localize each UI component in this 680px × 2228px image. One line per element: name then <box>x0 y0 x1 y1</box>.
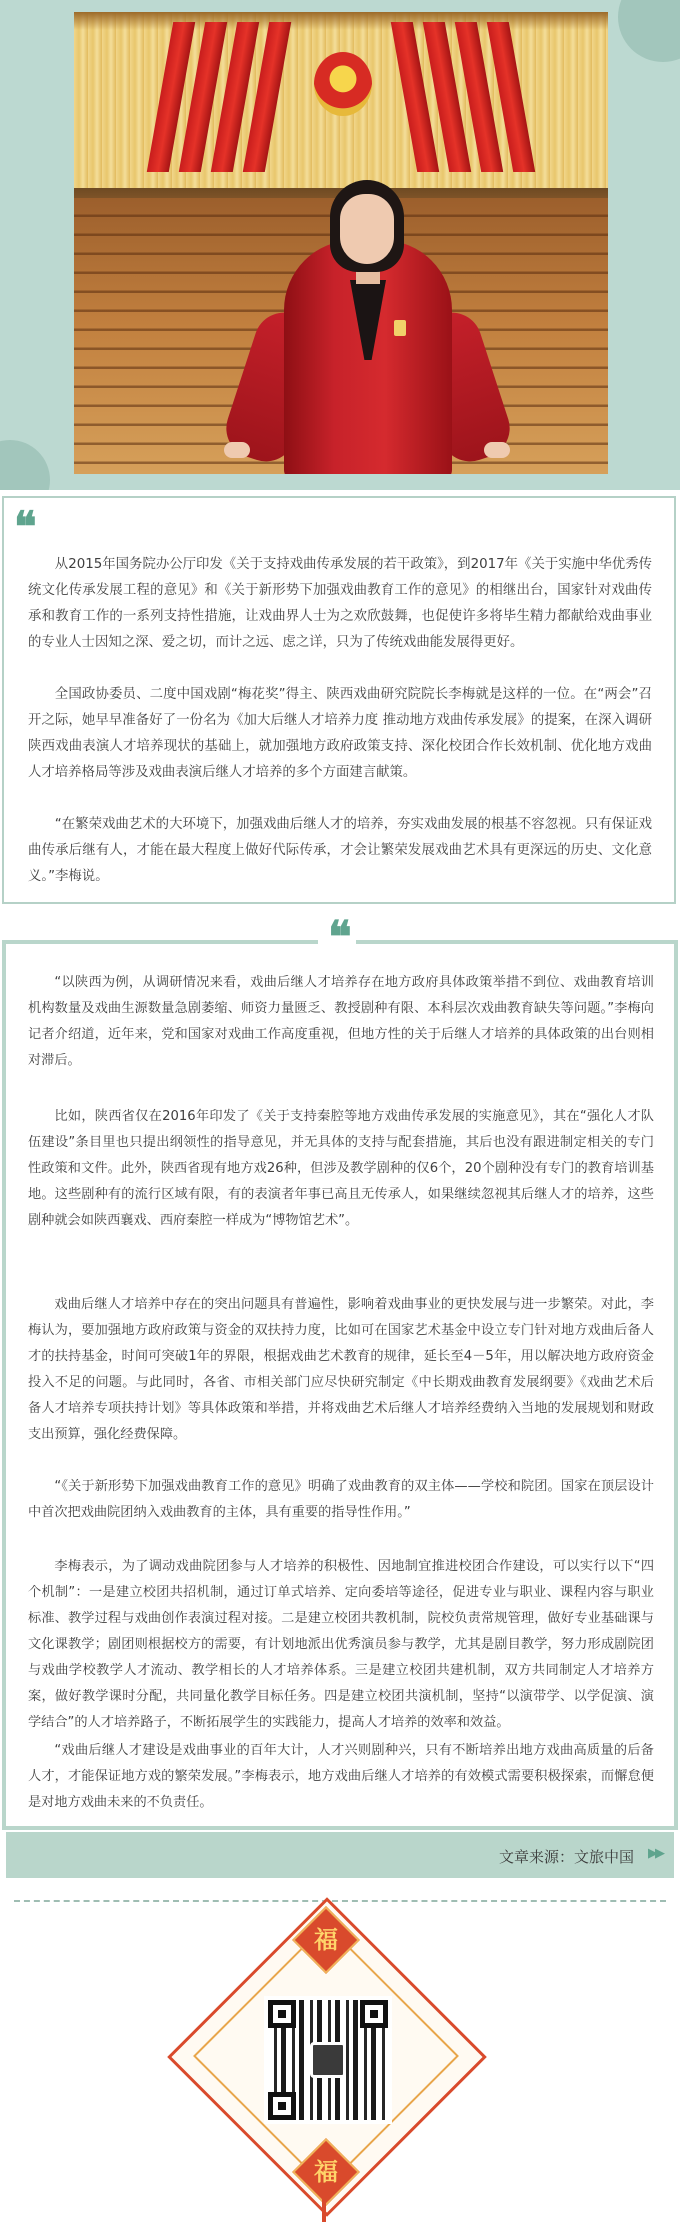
tassel-decoration <box>322 2196 326 2222</box>
delegate-badge-icon <box>394 320 406 336</box>
qr-logo-icon <box>310 2042 346 2078</box>
frame-corner-decoration <box>0 440 50 490</box>
body-paragraph: “戏曲后继人才建设是戏曲事业的百年大计，人才兴则剧种兴，只有不断培养出地方戏曲高质量的后备人才，才能保证地方戏的繁荣发展。”李梅表示，地方戏曲后继人才培养的有效模式需要积极探索，而懈怠便是对地方戏曲未来的不负责任。 <box>28 1743 654 1810</box>
body-paragraph: 比如，陕西省仅在2016年印发了《关于支持秦腔等地方戏曲传承发展的实施意见》，其在“强化人才队伍建设”条目里也只提出纲领性的指导意见，并无具体的支持与配套措施，其后也没有跟进制定相关的专门性政策和文件。此外，陕西省现有地方戏26种，但涉及教学剧种的仅6个，20个剧种没有专门的教育培训基地。这些剧种有的流行区域有限，有的表演者年事已高且无传承人，如果继续忽视其后继人才的培养，这些剧种就会如陕西襄戏、西府秦腔一样成为“博物馆艺术”。 <box>28 1109 654 1228</box>
article-body-box <box>2 940 678 1830</box>
double-arrow-icon: ▶▶ <box>648 1846 662 1861</box>
intro-quote-box <box>2 496 676 904</box>
article-photo <box>74 12 608 474</box>
national-emblem-icon <box>314 52 372 116</box>
intro-paragraph: “在繁荣戏曲艺术的大环境下，加强戏曲后继人才的培养，夯实戏曲发展的根基不容忽视。只有保证戏曲传承后继有人，才能在最大程度上做好代际传承，才会让繁荣发展戏曲艺术具有更深远的历史、文化意义。”李梅说。 <box>28 817 652 884</box>
frame-corner-decoration <box>618 0 680 62</box>
person-face <box>340 194 394 264</box>
body-paragraph: 戏曲后继人才培养中存在的突出问题具有普遍性，影响着戏曲事业的更快发展与进一步繁荣。对此，李梅认为，要加强地方政府政策与资金的双扶持力度，比如可在国家艺术基金中设立专门针对地方戏曲后备人才的扶持基金，时间可突破1年的界限，根据戏曲艺术教育的规律，延长至4－5年，用以解决地方政府资金投入不足的问题。与此同时，各省、市相关部门应尽快研究制定《中长期戏曲教育发展纲要》《戏曲艺术后备人才培养专项扶持计划》等具体政策和举措，并将戏曲艺术后继人才培养经费纳入当地的发展规划和财政支出预算，强化经费保障。 <box>28 1297 654 1442</box>
intro-paragraph: 全国政协委员、二度中国戏剧“梅花奖”得主、陕西戏曲研究院院长李梅就是这样的一位。在“两会”召开之际，她早早准备好了一份名为《加大后继人才培养力度 推动地方戏曲传承发展》的提案，在深入调研陕西戏曲表演人才培养现状的基础上，就加强地方政府政策支持、深化校团合作长效机制、优化地方戏曲人才培养格局等涉及戏曲表演后继人才培养的多个方面建言献策。 <box>28 687 652 780</box>
body-paragraph: 李梅表示，为了调动戏曲院团参与人才培养的积极性、因地制宜推进校团合作建设，可以实行以下“四个机制”：一是建立校团共招机制，通过订单式培养、定向委培等途径，促进专业与职业、课程内容与职业标准、教学过程与戏曲创作表演过程对接。二是建立校团共教机制，院校负责常规管理，做好专业基础课与文化课教学；剧团则根据校方的需要，有计划地派出优秀演员参与教学，尤其是剧目教学，努力形成剧院团与戏曲学校教学人才流动、教学相长的人才培养体系。三是建立校团共建机制，双方共同制定人才培养方案，做好教学课时分配，共同量化教学目标任务。四是建立校团共演机制，坚持“以演带学、以学促演、演学结合”的人才培养路子，不断拓展学生的实践能力，提高人才培养的效率和效益。 <box>28 1559 654 1730</box>
photo-frame <box>0 0 680 490</box>
body-paragraph: “以陕西为例，从调研情况来看，戏曲后继人才培养存在地方政府具体政策举措不到位、戏曲教育培训机构数量及戏曲生源数量急剧萎缩、师资力量匮乏、教授剧种有限、本科层次戏曲教育缺失等问题。”李梅向记者介绍道，近年来，党和国家对戏曲工作高度重视，但地方性的关于后继人才培养的具体政策的出台则相对滞后。 <box>28 975 654 1068</box>
body-paragraph: “《关于新形势下加强戏曲教育工作的意见》明确了戏曲教育的双主体——学校和院团。国家在顶层设计中首次把戏曲院团纳入戏曲教育的主体，具有重要的指导性作用。” <box>28 1479 654 1520</box>
quote-mark-icon: ❝ <box>318 918 356 958</box>
fu-character-bottom: 福 <box>314 2157 338 2186</box>
source-label: 文章来源：文旅中国 <box>498 1848 634 1866</box>
fu-character-top: 福 <box>314 1925 338 1954</box>
quote-mark-icon: ❝ <box>14 502 31 551</box>
divider <box>14 1900 666 1902</box>
intro-paragraph: 从2015年国务院办公厅印发《关于支持戏曲传承发展的若干政策》，到2017年《关于实施中华优秀传统文化传承发展工程的意见》和《关于新形势下加强戏曲教育工作的意见》的相继出台，国家针对戏曲传承和教育工作的一系列支持性措施，让戏曲界人士为之欢欣鼓舞，也促使许多将毕生精力都献给戏曲事业的专业人士因知之深、爱之切，而计之远、虑之详，只为了传统戏曲能发展得更好。 <box>28 557 652 650</box>
